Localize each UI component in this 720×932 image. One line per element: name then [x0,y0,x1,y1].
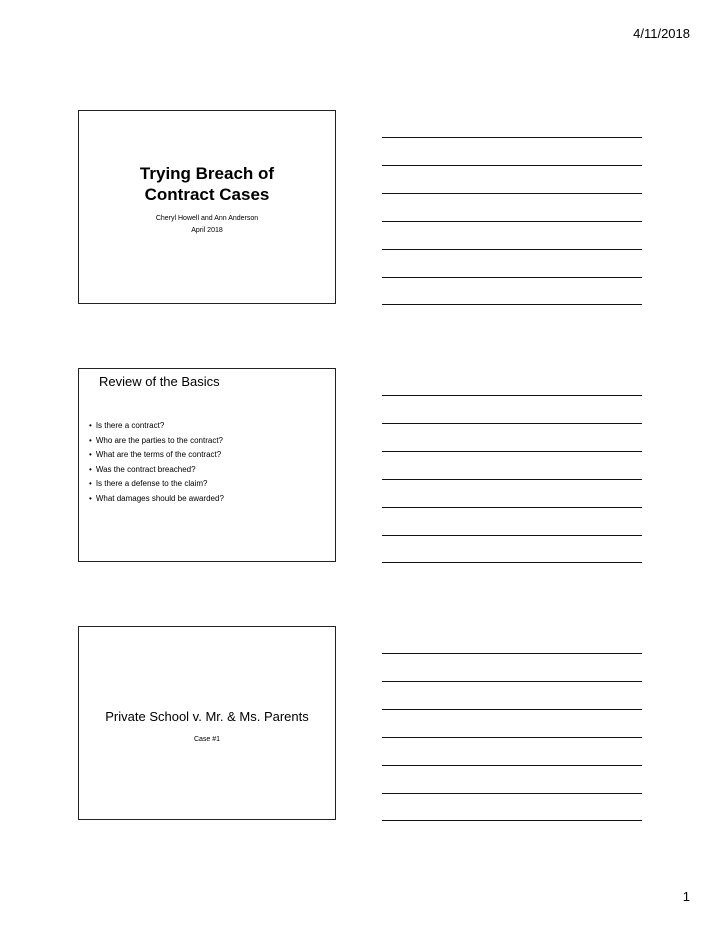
bullet-item: • What are the terms of the contract? [89,448,224,463]
slide-authors: Cheryl Howell and Ann Anderson [155,215,259,222]
note-line [382,249,642,250]
note-line [382,653,642,654]
note-line [382,137,642,138]
note-line [382,451,642,452]
note-line [382,793,642,794]
bullet-item: • Is there a defense to the claim? [89,477,224,492]
note-line [382,423,642,424]
note-line [382,507,642,508]
note-line [382,277,642,278]
bullet-item: • Who are the parties to the contract? [89,434,224,449]
note-line [382,709,642,710]
slide-date: April 2018 [191,227,223,234]
note-line [382,737,642,738]
note-line [382,535,642,536]
note-line [382,562,642,563]
bullet-list [89,419,224,507]
slide-title-line-1: Trying Breach of [139,164,275,183]
page-date: 4/11/2018 [633,26,690,41]
note-line [382,304,642,305]
slide-title-line-2: Contract Cases [144,185,270,204]
note-line [382,165,642,166]
note-line [382,479,642,480]
slide-heading: Review of the Basics [99,374,220,389]
slide-thumbnail-1 [78,110,336,304]
slide-thumbnail-3 [78,626,336,820]
note-line [382,395,642,396]
note-line [382,221,642,222]
note-line [382,765,642,766]
note-line [382,193,642,194]
slide-title: Private School v. Mr. & Ms. Parents [105,709,309,724]
note-line [382,681,642,682]
bullet-item: • Is there a contract? [89,419,224,434]
bullet-item: • What damages should be awarded? [89,492,224,507]
page-number: 1 [682,889,690,904]
bullet-item: • Was the contract breached? [89,463,224,478]
slide-title [79,163,335,205]
slide-thumbnail-2 [78,368,336,562]
slide-subtitle: Case #1 [193,736,221,743]
note-line [382,820,642,821]
